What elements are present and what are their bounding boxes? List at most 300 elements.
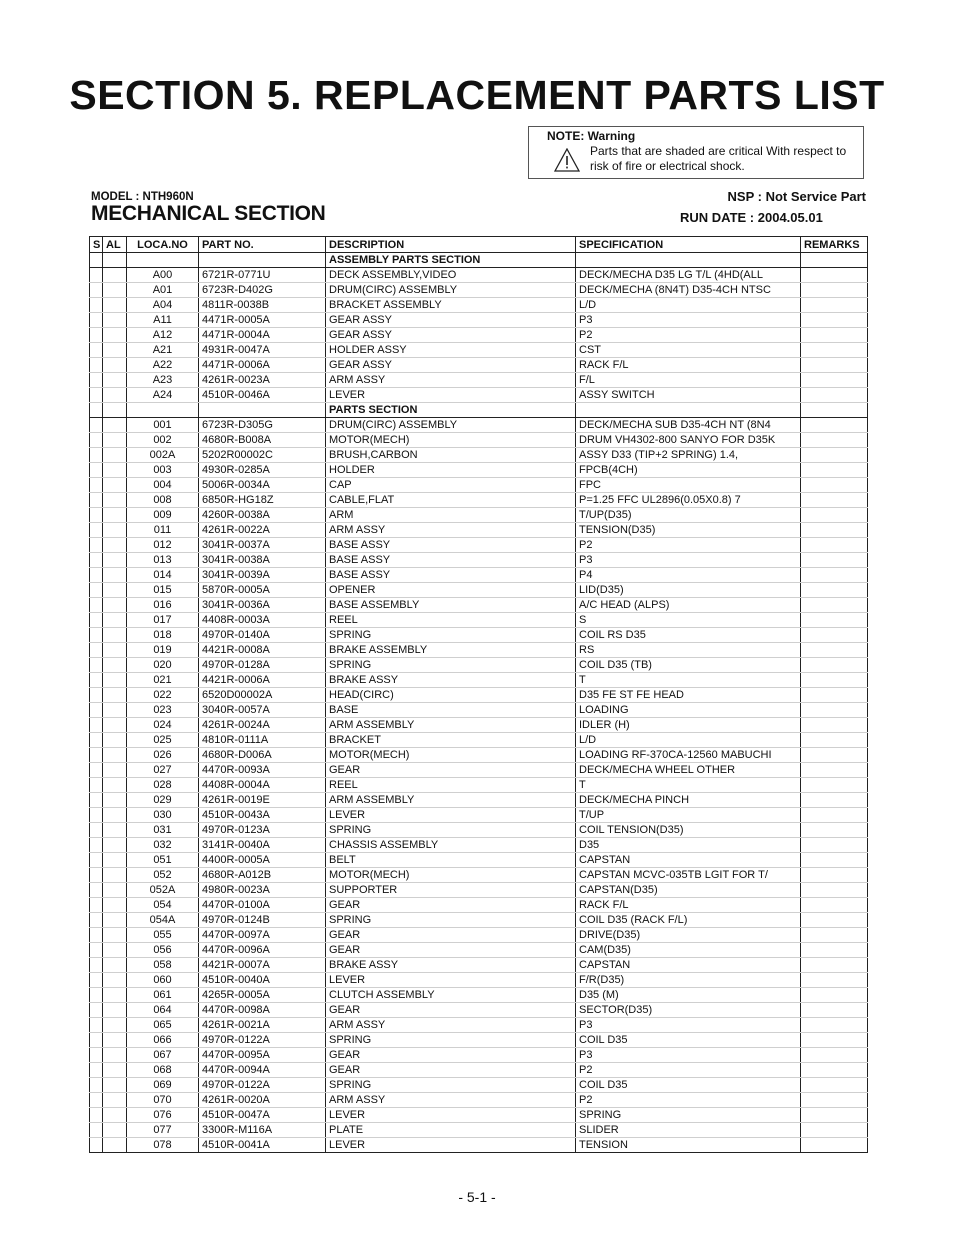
cell-al [103, 778, 127, 793]
cell-loca-no: 014 [127, 568, 199, 583]
cell-loca-no: A12 [127, 328, 199, 343]
cell-remarks [801, 838, 868, 853]
cell-specification: T [576, 778, 801, 793]
cell-description: SPRING [326, 1033, 576, 1048]
cell-s [90, 358, 103, 373]
cell-s [90, 763, 103, 778]
cell-remarks [801, 1093, 868, 1108]
table-row [90, 373, 868, 388]
cell-part-no: 4261R-0019E [199, 793, 326, 808]
cell-al [103, 898, 127, 913]
cell-specification: CAPSTAN [576, 853, 801, 868]
cell-loca-no: 077 [127, 1123, 199, 1138]
table-row [90, 778, 868, 793]
cell-loca-no [127, 253, 199, 268]
table-row [90, 763, 868, 778]
cell-specification: F/R(D35) [576, 973, 801, 988]
cell-description: GEAR ASSY [326, 358, 576, 373]
cell-description: LEVER [326, 388, 576, 403]
cell-remarks [801, 448, 868, 463]
cell-part-no: 4810R-0111A [199, 733, 326, 748]
cell-loca-no [127, 403, 199, 418]
table-row [90, 838, 868, 853]
cell-loca-no: 012 [127, 538, 199, 553]
page-title: SECTION 5. REPLACEMENT PARTS LIST [69, 72, 885, 118]
cell-al [103, 943, 127, 958]
cell-description: ARM [326, 508, 576, 523]
cell-specification: P3 [576, 553, 801, 568]
cell-description: SUPPORTER [326, 883, 576, 898]
cell-s [90, 1138, 103, 1153]
cell-part-no: 4930R-0285A [199, 463, 326, 478]
cell-description: PLATE [326, 1123, 576, 1138]
cell-remarks [801, 358, 868, 373]
table-row [90, 793, 868, 808]
cell-loca-no: 028 [127, 778, 199, 793]
cell-loca-no: A01 [127, 283, 199, 298]
cell-part-no: 4970R-0128A [199, 658, 326, 673]
table-row [90, 568, 868, 583]
cell-s [90, 283, 103, 298]
cell-loca-no: 024 [127, 718, 199, 733]
cell-description: DECK ASSEMBLY,VIDEO [326, 268, 576, 283]
cell-description: GEAR [326, 898, 576, 913]
cell-loca-no: 031 [127, 823, 199, 838]
section-label: PARTS SECTION [326, 403, 576, 418]
cell-description: BRACKET ASSEMBLY [326, 298, 576, 313]
cell-remarks [801, 883, 868, 898]
cell-part-no: 4680R-B008A [199, 433, 326, 448]
table-row [90, 868, 868, 883]
cell-s [90, 808, 103, 823]
table-row [90, 748, 868, 763]
cell-al [103, 868, 127, 883]
table-row [90, 493, 868, 508]
warning-note [528, 126, 864, 179]
cell-description: BRACKET [326, 733, 576, 748]
cell-s [90, 703, 103, 718]
cell-al [103, 748, 127, 763]
cell-part-no: 4970R-0122A [199, 1033, 326, 1048]
cell-remarks [801, 568, 868, 583]
cell-s [90, 673, 103, 688]
cell-s [90, 748, 103, 763]
cell-specification: COIL D35 (RACK F/L) [576, 913, 801, 928]
cell-s [90, 778, 103, 793]
cell-loca-no: A24 [127, 388, 199, 403]
cell-al [103, 313, 127, 328]
cell-remarks [801, 793, 868, 808]
cell-s [90, 943, 103, 958]
cell-description: CABLE,FLAT [326, 493, 576, 508]
cell-specification: TENSION [576, 1138, 801, 1153]
cell-remarks [801, 523, 868, 538]
table-row [90, 583, 868, 598]
cell-description: SPRING [326, 628, 576, 643]
cell-s [90, 298, 103, 313]
cell-specification: DECK/MECHA (8N4T) D35-4CH NTSC [576, 283, 801, 298]
table-row [90, 388, 868, 403]
cell-al [103, 688, 127, 703]
cell-s [90, 1033, 103, 1048]
cell-description: ARM ASSY [326, 1018, 576, 1033]
cell-s [90, 553, 103, 568]
cell-loca-no: A21 [127, 343, 199, 358]
cell-al [103, 1033, 127, 1048]
cell-part-no: 4680R-D006A [199, 748, 326, 763]
cell-remarks [801, 1108, 868, 1123]
table-row [90, 883, 868, 898]
cell-remarks [801, 868, 868, 883]
table-row [90, 703, 868, 718]
cell-description: REEL [326, 778, 576, 793]
cell-loca-no: A23 [127, 373, 199, 388]
cell-specification: COIL D35 [576, 1033, 801, 1048]
cell-loca-no: 019 [127, 643, 199, 658]
cell-part-no: 4470R-0100A [199, 898, 326, 913]
cell-remarks [801, 928, 868, 943]
column-header-part-no: PART NO. [199, 237, 326, 253]
cell-remarks [801, 583, 868, 598]
cell-part-no: 4680R-A012B [199, 868, 326, 883]
cell-specification: F/L [576, 373, 801, 388]
table-row [90, 973, 868, 988]
cell-specification: P2 [576, 538, 801, 553]
cell-description: GEAR [326, 1048, 576, 1063]
cell-s [90, 898, 103, 913]
cell-loca-no: 065 [127, 1018, 199, 1033]
cell-specification: ASSY SWITCH [576, 388, 801, 403]
cell-s [90, 718, 103, 733]
table-row [90, 988, 868, 1003]
cell-s [90, 913, 103, 928]
cell-s [90, 1063, 103, 1078]
table-row [90, 628, 868, 643]
cell-loca-no: 022 [127, 688, 199, 703]
cell-remarks [801, 988, 868, 1003]
cell-al [103, 1108, 127, 1123]
cell-part-no: 4408R-0004A [199, 778, 326, 793]
cell-description: REEL [326, 613, 576, 628]
cell-s [90, 1108, 103, 1123]
cell-description: GEAR [326, 943, 576, 958]
cell-loca-no: 018 [127, 628, 199, 643]
cell-description: LEVER [326, 1138, 576, 1153]
cell-al [103, 253, 127, 268]
cell-loca-no: 068 [127, 1063, 199, 1078]
cell-description: BELT [326, 853, 576, 868]
cell-al [103, 448, 127, 463]
cell-loca-no: 001 [127, 418, 199, 433]
cell-part-no: 6723R-D305G [199, 418, 326, 433]
cell-remarks [801, 1138, 868, 1153]
nsp-legend: NSP : Not Service Part [727, 189, 866, 204]
cell-remarks [801, 748, 868, 763]
cell-part-no: 4811R-0038B [199, 298, 326, 313]
cell-loca-no: 003 [127, 463, 199, 478]
cell-specification [576, 253, 801, 268]
cell-s [90, 508, 103, 523]
table-row [90, 343, 868, 358]
cell-s [90, 1048, 103, 1063]
cell-loca-no: 058 [127, 958, 199, 973]
table-row [90, 1138, 868, 1153]
table-row [90, 643, 868, 658]
cell-part-no: 4970R-0124B [199, 913, 326, 928]
cell-specification: CAPSTAN [576, 958, 801, 973]
run-date: RUN DATE : 2004.05.01 [680, 210, 823, 225]
table-row [90, 1123, 868, 1138]
cell-al [103, 328, 127, 343]
cell-part-no: 4510R-0040A [199, 973, 326, 988]
cell-part-no: 3040R-0057A [199, 703, 326, 718]
table-row [90, 478, 868, 493]
table-row [90, 598, 868, 613]
column-header-description: DESCRIPTION [326, 237, 576, 253]
table-row [90, 1063, 868, 1078]
cell-remarks [801, 433, 868, 448]
parts-table-body [90, 253, 868, 1153]
cell-part-no: 4470R-0093A [199, 763, 326, 778]
cell-description: HEAD(CIRC) [326, 688, 576, 703]
cell-part-no: 6520D00002A [199, 688, 326, 703]
cell-remarks [801, 268, 868, 283]
cell-description: BASE ASSEMBLY [326, 598, 576, 613]
cell-specification: P2 [576, 1093, 801, 1108]
cell-remarks [801, 688, 868, 703]
cell-al [103, 493, 127, 508]
cell-specification: FPCB(4CH) [576, 463, 801, 478]
cell-description: LEVER [326, 973, 576, 988]
table-row [90, 808, 868, 823]
cell-s [90, 1018, 103, 1033]
column-header-specification: SPECIFICATION [576, 237, 801, 253]
cell-specification: DECK/MECHA SUB D35-4CH NT (8N4 [576, 418, 801, 433]
cell-description: ARM ASSY [326, 1093, 576, 1108]
cell-part-no: 4970R-0123A [199, 823, 326, 838]
cell-al [103, 823, 127, 838]
cell-part-no: 4510R-0043A [199, 808, 326, 823]
cell-s [90, 343, 103, 358]
cell-specification: ASSY D33 (TIP+2 SPRING) 1.4, [576, 448, 801, 463]
cell-specification: L/D [576, 733, 801, 748]
table-row [90, 463, 868, 478]
cell-description: SPRING [326, 823, 576, 838]
cell-al [103, 583, 127, 598]
cell-description: DRUM(CIRC) ASSEMBLY [326, 283, 576, 298]
cell-al [103, 388, 127, 403]
cell-remarks [801, 253, 868, 268]
cell-loca-no: 032 [127, 838, 199, 853]
cell-loca-no: 002 [127, 433, 199, 448]
cell-part-no: 3141R-0040A [199, 838, 326, 853]
cell-remarks [801, 313, 868, 328]
cell-al [103, 613, 127, 628]
cell-loca-no: 015 [127, 583, 199, 598]
cell-s [90, 688, 103, 703]
table-row [90, 823, 868, 838]
cell-s [90, 403, 103, 418]
cell-loca-no: 013 [127, 553, 199, 568]
cell-remarks [801, 1063, 868, 1078]
cell-part-no: 4261R-0022A [199, 523, 326, 538]
table-row [90, 943, 868, 958]
cell-s [90, 1003, 103, 1018]
section-heading: MECHANICAL SECTION [91, 202, 326, 225]
cell-remarks [801, 778, 868, 793]
cell-remarks [801, 613, 868, 628]
cell-part-no: 3041R-0036A [199, 598, 326, 613]
cell-part-no: 4470R-0098A [199, 1003, 326, 1018]
cell-remarks [801, 808, 868, 823]
cell-remarks [801, 628, 868, 643]
cell-specification: L/D [576, 298, 801, 313]
table-row [90, 853, 868, 868]
cell-al [103, 958, 127, 973]
cell-s [90, 643, 103, 658]
cell-loca-no: A00 [127, 268, 199, 283]
cell-specification: DECK/MECHA D35 LG T/L (4HD(ALL [576, 268, 801, 283]
cell-loca-no: 054A [127, 913, 199, 928]
cell-description: BRAKE ASSY [326, 673, 576, 688]
cell-description: OPENER [326, 583, 576, 598]
cell-specification: P2 [576, 1063, 801, 1078]
table-row [90, 328, 868, 343]
cell-al [103, 538, 127, 553]
cell-specification: P=1.25 FFC UL2896(0.05X0.8) 7 [576, 493, 801, 508]
cell-part-no: 4471R-0005A [199, 313, 326, 328]
cell-part-no: 4470R-0095A [199, 1048, 326, 1063]
cell-al [103, 658, 127, 673]
cell-al [103, 373, 127, 388]
cell-specification: P4 [576, 568, 801, 583]
cell-part-no: 6723R-D402G [199, 283, 326, 298]
cell-part-no: 4421R-0006A [199, 673, 326, 688]
cell-remarks [801, 1003, 868, 1018]
cell-description: SPRING [326, 1078, 576, 1093]
table-row [90, 613, 868, 628]
cell-specification: RS [576, 643, 801, 658]
table-row [90, 313, 868, 328]
cell-al [103, 268, 127, 283]
cell-remarks [801, 508, 868, 523]
cell-loca-no: 016 [127, 598, 199, 613]
cell-loca-no: 061 [127, 988, 199, 1003]
cell-part-no: 4471R-0006A [199, 358, 326, 373]
cell-remarks [801, 853, 868, 868]
table-row [90, 673, 868, 688]
cell-remarks [801, 598, 868, 613]
cell-description: GEAR [326, 1063, 576, 1078]
cell-loca-no: 025 [127, 733, 199, 748]
cell-specification [576, 403, 801, 418]
cell-loca-no: A22 [127, 358, 199, 373]
cell-s [90, 958, 103, 973]
cell-specification: COIL D35 (TB) [576, 658, 801, 673]
cell-part-no: 4980R-0023A [199, 883, 326, 898]
cell-loca-no: 067 [127, 1048, 199, 1063]
cell-part-no: 4265R-0005A [199, 988, 326, 1003]
cell-remarks [801, 1033, 868, 1048]
cell-al [103, 358, 127, 373]
cell-specification: P3 [576, 1018, 801, 1033]
cell-s [90, 973, 103, 988]
table-row [90, 1093, 868, 1108]
cell-s [90, 373, 103, 388]
cell-al [103, 673, 127, 688]
cell-part-no: 4470R-0096A [199, 943, 326, 958]
cell-al [103, 1138, 127, 1153]
cell-specification: D35 [576, 838, 801, 853]
cell-s [90, 658, 103, 673]
cell-specification: T/UP [576, 808, 801, 823]
table-row [90, 898, 868, 913]
cell-remarks [801, 943, 868, 958]
cell-description: BASE ASSY [326, 553, 576, 568]
model-label: MODEL : NTH960N [91, 191, 194, 203]
cell-description: MOTOR(MECH) [326, 433, 576, 448]
column-header-s: S [90, 237, 103, 253]
cell-al [103, 553, 127, 568]
cell-loca-no: 009 [127, 508, 199, 523]
cell-s [90, 253, 103, 268]
cell-part-no: 4408R-0003A [199, 613, 326, 628]
cell-part-no: 4261R-0024A [199, 718, 326, 733]
cell-part-no: 3041R-0039A [199, 568, 326, 583]
cell-description: SPRING [326, 913, 576, 928]
cell-s [90, 823, 103, 838]
cell-remarks [801, 538, 868, 553]
table-row [90, 1033, 868, 1048]
table-row [90, 448, 868, 463]
cell-s [90, 793, 103, 808]
cell-specification: SLIDER [576, 1123, 801, 1138]
table-row [90, 1018, 868, 1033]
cell-s [90, 988, 103, 1003]
warning-triangle-icon [554, 148, 580, 172]
cell-description: HOLDER ASSY [326, 343, 576, 358]
cell-loca-no: 002A [127, 448, 199, 463]
cell-remarks [801, 913, 868, 928]
cell-part-no: 3041R-0037A [199, 538, 326, 553]
cell-description: SPRING [326, 658, 576, 673]
table-row [90, 358, 868, 373]
cell-s [90, 838, 103, 853]
cell-remarks [801, 388, 868, 403]
cell-remarks [801, 403, 868, 418]
cell-description: CHASSIS ASSEMBLY [326, 838, 576, 853]
table-row [90, 913, 868, 928]
cell-remarks [801, 898, 868, 913]
cell-al [103, 988, 127, 1003]
cell-remarks [801, 478, 868, 493]
cell-specification: T [576, 673, 801, 688]
cell-specification: SPRING [576, 1108, 801, 1123]
cell-specification: CAPSTAN(D35) [576, 883, 801, 898]
cell-description: LEVER [326, 1108, 576, 1123]
cell-remarks [801, 373, 868, 388]
table-row [90, 1078, 868, 1093]
cell-specification: IDLER (H) [576, 718, 801, 733]
cell-description: MOTOR(MECH) [326, 868, 576, 883]
cell-loca-no: 020 [127, 658, 199, 673]
cell-part-no: 4261R-0023A [199, 373, 326, 388]
cell-part-no: 4470R-0097A [199, 928, 326, 943]
cell-s [90, 598, 103, 613]
cell-loca-no: 021 [127, 673, 199, 688]
cell-s [90, 538, 103, 553]
cell-description: BRAKE ASSY [326, 958, 576, 973]
